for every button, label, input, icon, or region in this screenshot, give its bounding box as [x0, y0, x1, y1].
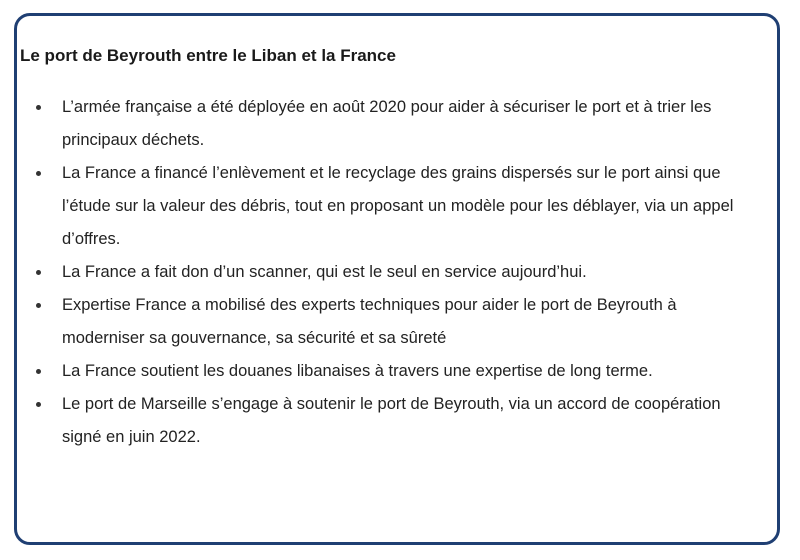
bullet-dot-icon [36, 171, 41, 176]
bullet-item [36, 157, 736, 256]
bullet-item [36, 289, 736, 355]
bullet-dot-icon [36, 303, 41, 308]
bullet-text: La France soutient les douanes libanaises à travers une expertise de long terme. [62, 362, 653, 380]
bullet-dot-icon [36, 270, 41, 275]
bullet-text: La France a financé l’enlèvement et le recyclage des grains dispersés sur le port ainsi que l’étude sur la valeur des débris, tout en proposant un modèle pour les déblayer, via un appel d’offres. [62, 164, 734, 248]
bullet-text: Expertise France a mobilisé des experts techniques pour aider le port de Beyrouth à moderniser sa gouvernance, sa sécurité et sa sûreté [62, 296, 677, 347]
bullet-item [36, 355, 736, 388]
bullet-item [36, 256, 736, 289]
bullet-text: L’armée française a été déployée en août 2020 pour aider à sécuriser le port et à trier les principaux déchets. [62, 98, 712, 149]
bullet-dot-icon [36, 369, 41, 374]
bullet-item [36, 91, 736, 157]
bullet-text: Le port de Marseille s’engage à soutenir le port de Beyrouth, via un accord de coopération signé en juin 2022. [62, 395, 721, 446]
bullet-list [36, 91, 736, 454]
bullet-item [36, 388, 736, 454]
bullet-dot-icon [36, 105, 41, 110]
bullet-text: La France a fait don d’un scanner, qui est le seul en service aujourd’hui. [62, 263, 587, 281]
bullet-dot-icon [36, 402, 41, 407]
box-title: Le port de Beyrouth entre le Liban et la France [20, 46, 396, 65]
